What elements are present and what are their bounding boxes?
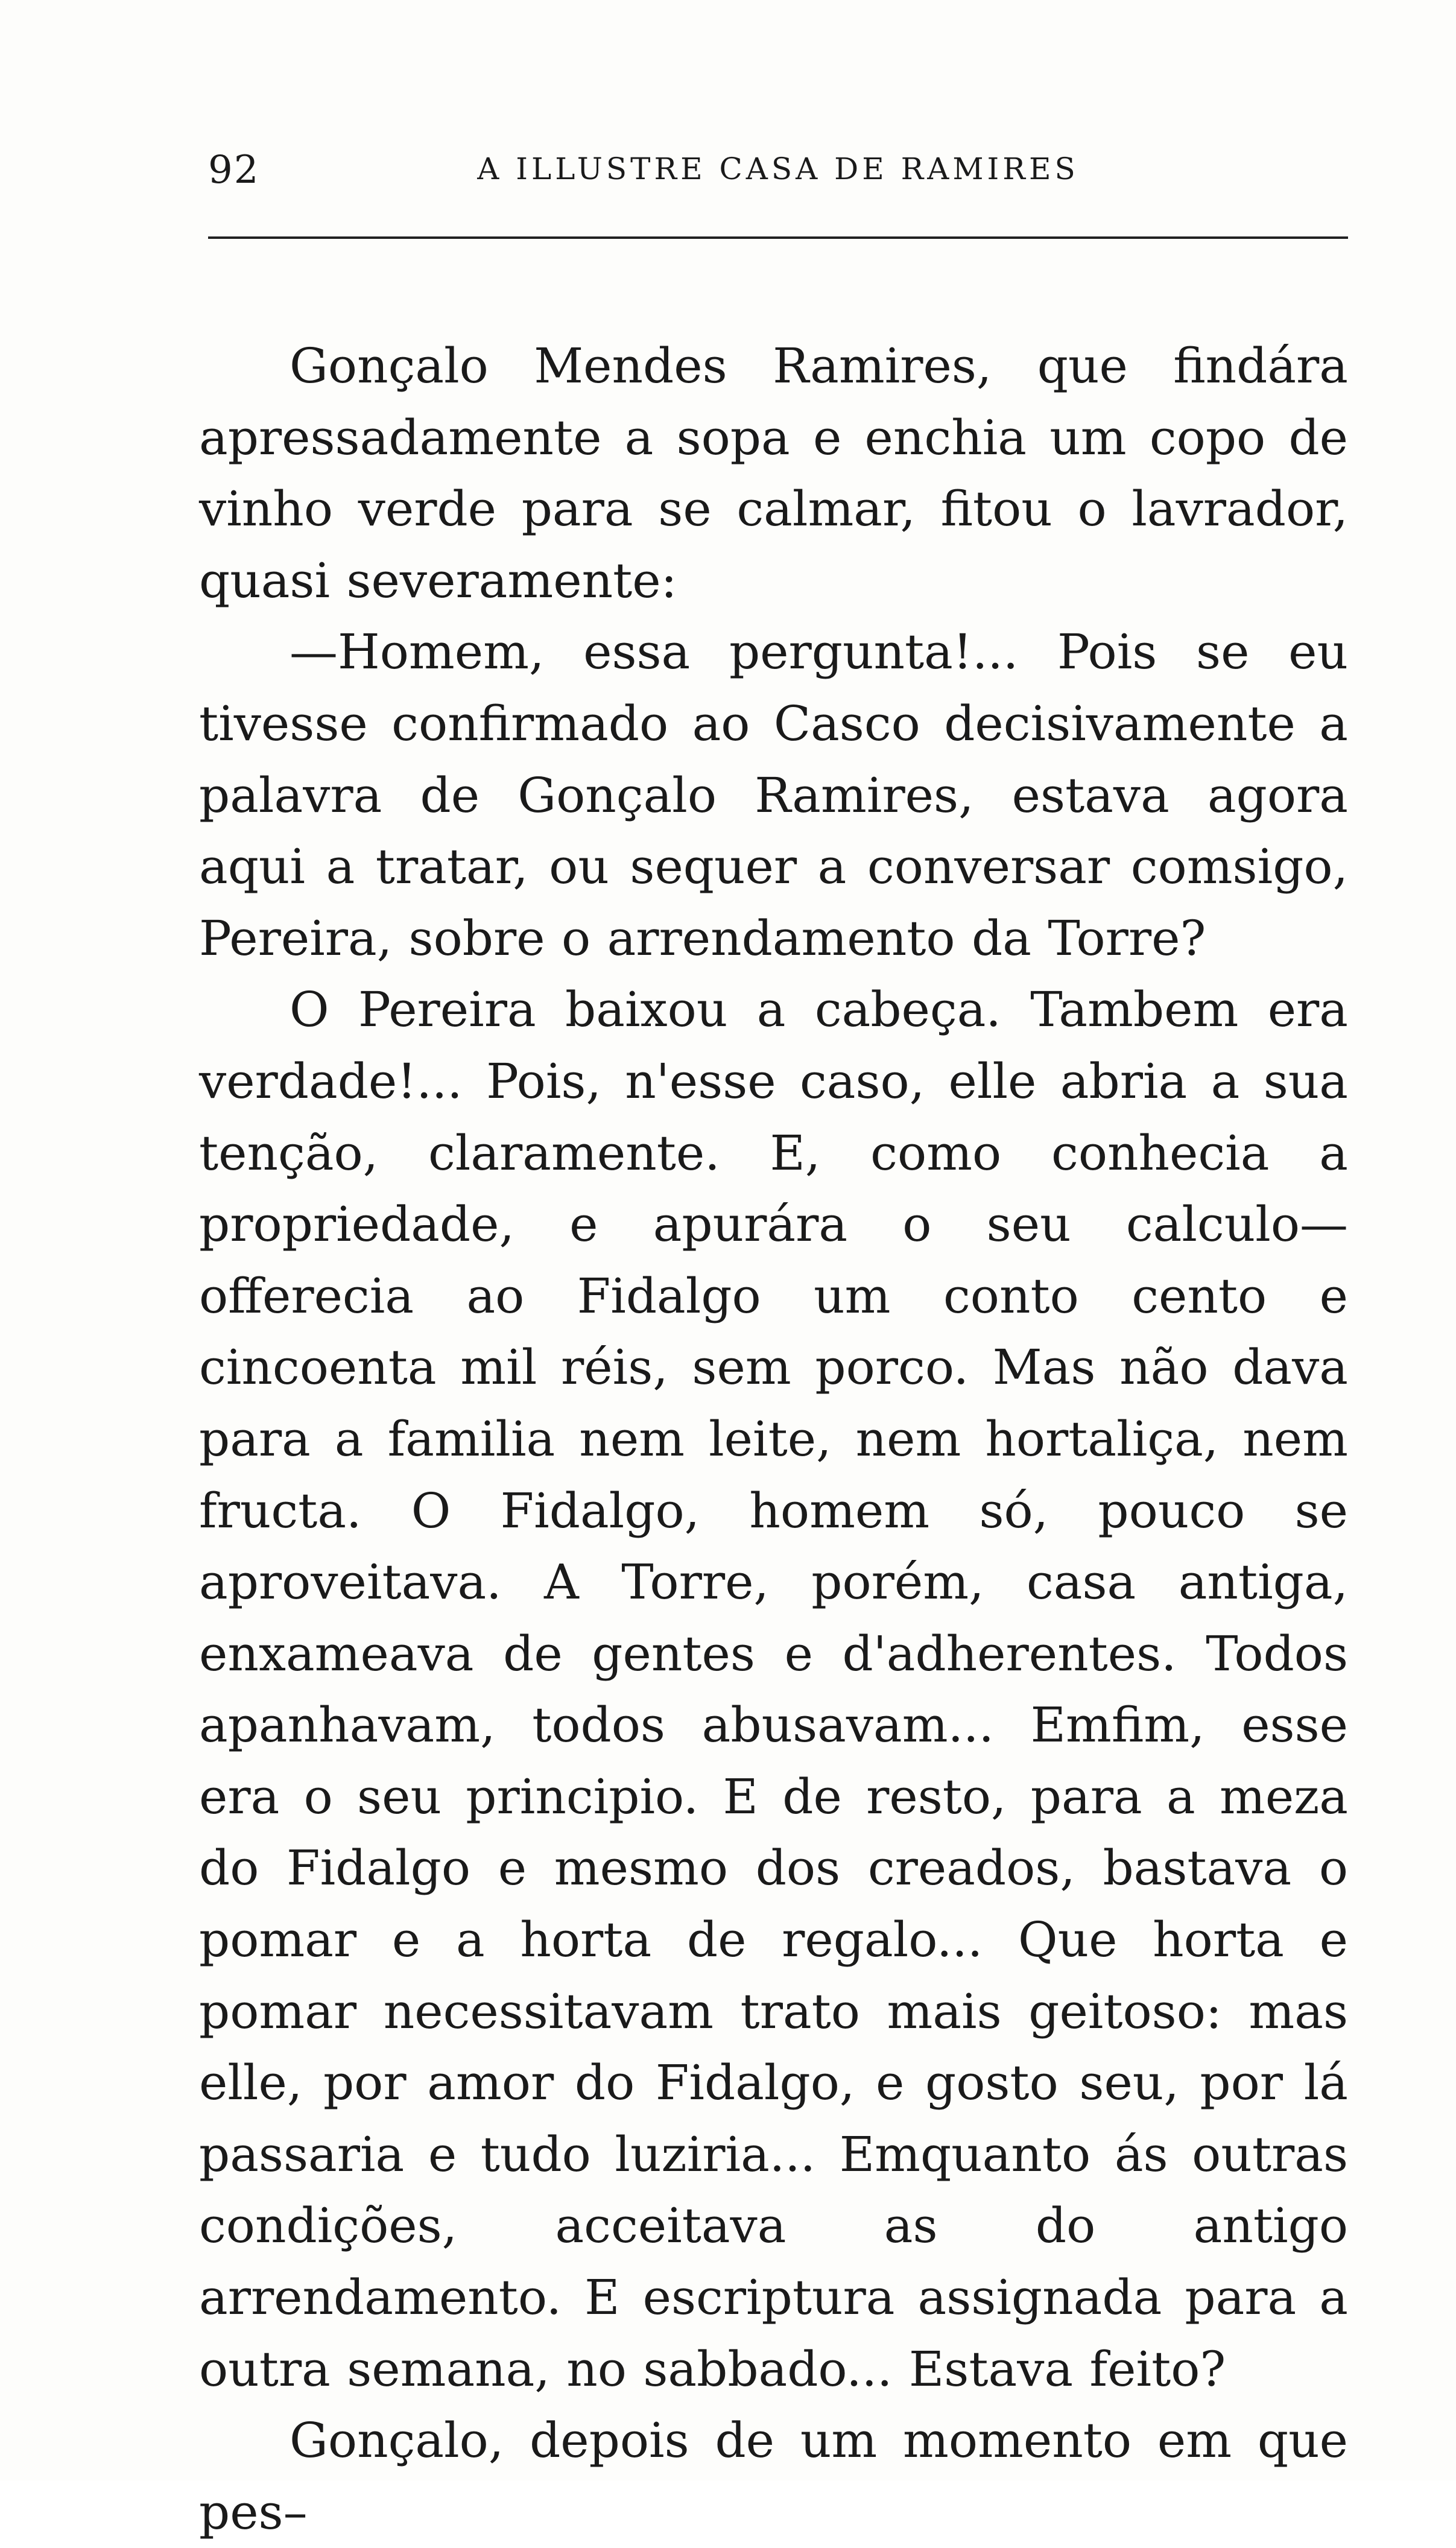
paragraph: —Homem, essa pergunta!... Pois se eu tivesse confirmado ao Casco decisivamente a palavra de Gonçalo Ramires, estava agora aqui a tratar, ou sequer a conversar comsigo, Pereira, sobre o arrendamento da Torre?	[199, 624, 1348, 966]
running-head	[208, 148, 1348, 190]
running-title: A ILLUSTRE CASA DE RAMIRES	[477, 151, 1079, 186]
paragraph: O Pereira baixou a cabeça. Tambem era verdade!... Pois, n'esse caso, elle abria a sua tenção, claramente. E, como conhecia a propriedade, e apurára o seu calculo—offerecia ao Fidalgo um conto cento e cincoenta mil réis, sem porco. Mas não dava para a familia nem leite, nem hortaliça, nem fructa. O Fidalgo, homem só, pouco se aproveitava. A Torre, porém, casa antiga, enxameava de gentes e d'adherentes. Todos apanhavam, todos abusavam... Emfim, esse era o seu principio. E de resto, para a meza do Fidalgo e mesmo dos creados, bastava o pomar e a horta de regalo... Que horta e pomar necessitavam trato mais geitoso: mas elle, por amor do Fidalgo, e gosto seu, por lá passaria e tudo luziria... Emquanto ás outras condições, acceitava as do antigo arrendamento. E escriptura assignada para a outra semana, no sabbado... Estava feito?	[199, 981, 1348, 2397]
header-rule	[208, 236, 1348, 239]
body-text	[199, 331, 1348, 2548]
page-number: 92	[208, 148, 260, 192]
paragraph: Gonçalo Mendes Ramires, que findára apressadamente a sopa e enchia um copo de vinho verde para se calmar, fitou o lavrador, quasi severamente:	[199, 338, 1348, 609]
paragraph: Gonçalo, depois de um momento em que pes–	[199, 2412, 1348, 2540]
